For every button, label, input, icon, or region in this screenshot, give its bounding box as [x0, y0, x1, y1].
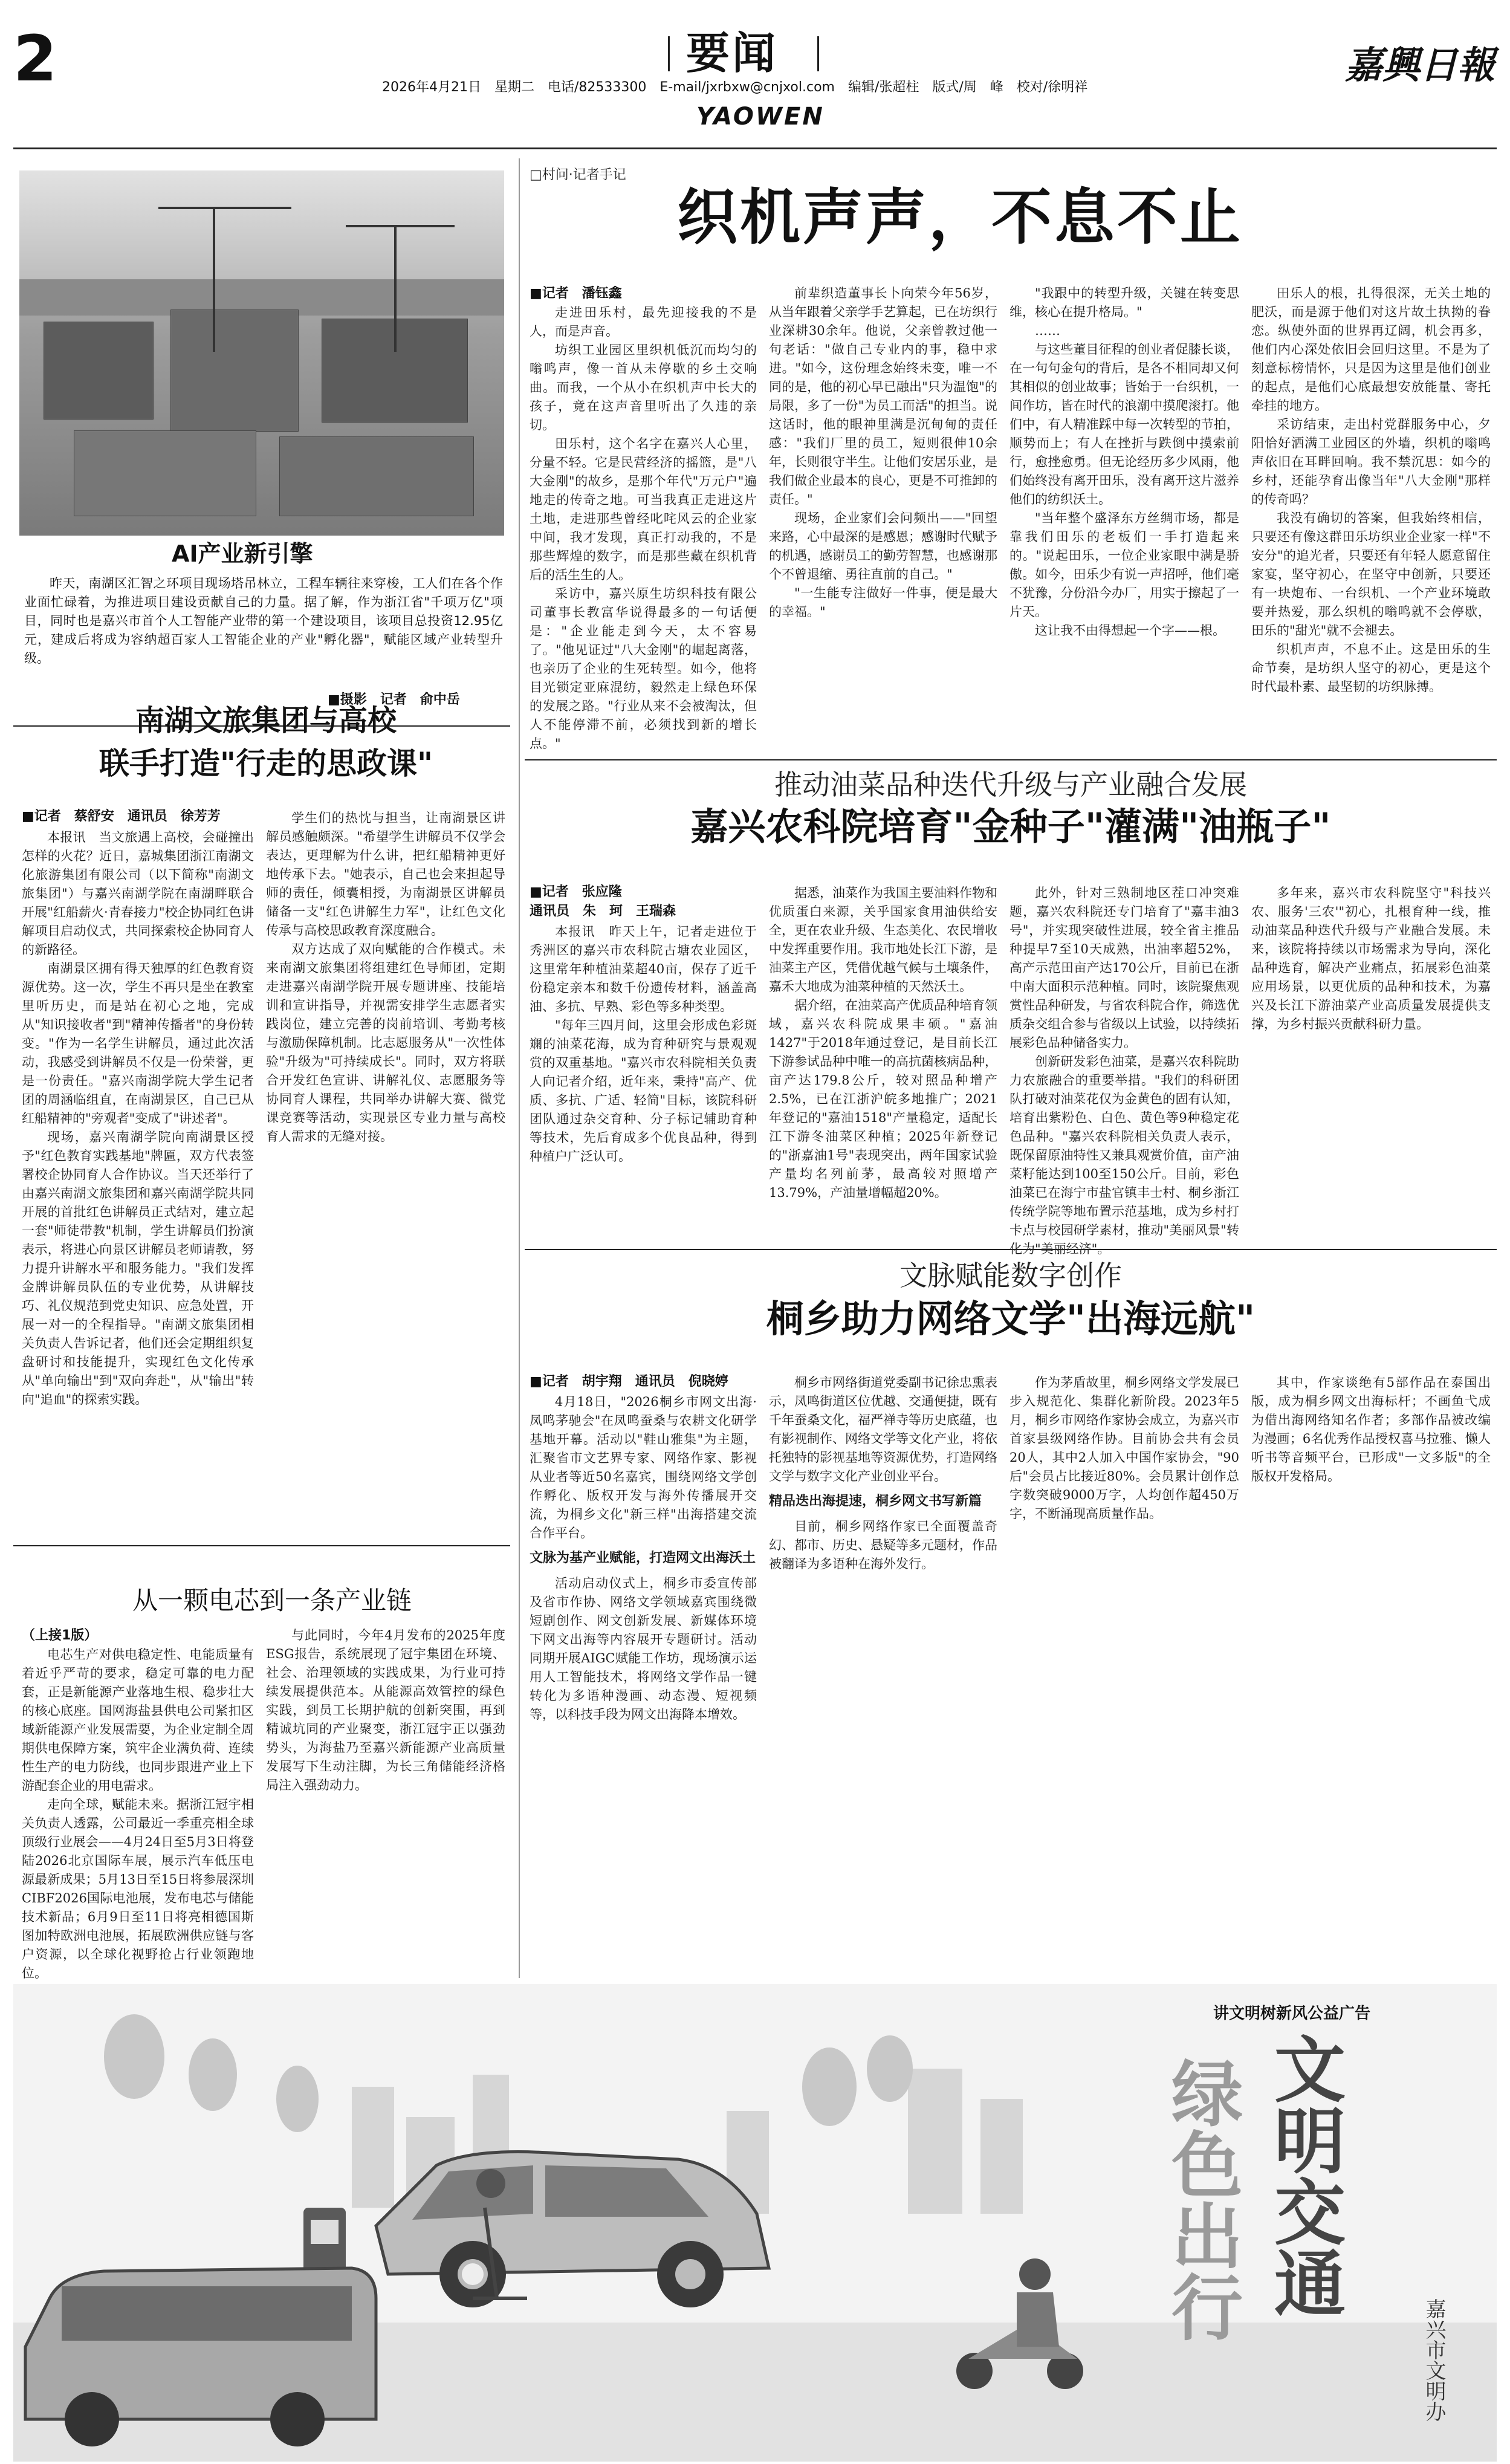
rapeseed-kicker: 推动油菜品种迭代升级与产业融合发展 [774, 768, 1247, 801]
ai-photo-title: AI产业新引擎 [172, 540, 313, 567]
weave-paragraph-3: 田乐村，这个名字在嘉兴人心里，分量不轻。它是民营经济的摇篮，是"八大金刚"的故乡，是那个年代"万元户"遍地走的传奇之地。可当我真正走进这片土地，走进那些曾经叱咤风云的企业家中间，我才发现，真正打动我的，不是那些辉煌的数字，而是那些藏在织机背后的活生生的人。 [530, 436, 757, 582]
tourism-byline: ■记者 蔡舒安 通讯员 徐芳芳 [22, 809, 221, 824]
weave-paragraph-12: 这让我不由得想起一个字——根。 [1035, 623, 1225, 638]
weave-column-2 [769, 284, 997, 751]
rapeseed-paragraph-7: 多年来，嘉兴市农科院坚守"科技兴农、服务'三农'"初心，扎根育种一线，推动油菜品种迭代升级与产业融合发展。未来，该院将持续以市场需求为导向，深化品种选育，解决产业痛点，拓展彩色油菜应用场景，以更优质的品种和技术，为嘉兴及长江下游油菜产业高质量发展提供支撑，为乡村振兴贡献科研力量。 [1251, 886, 1491, 1031]
tourism-paragraph-1: 本报讯 当文旅遇上高校，会碰撞出怎样的火花？近日，嘉城集团浙江南湖文化旅游集团有限公司（以下简称"南湖文旅集团"）与嘉兴南湖学院在南湖畔联合开展"红船薪火·青春接力"校企协同红色讲解项目启动仪式，共同探索校企协同育人的新路径。 [22, 830, 254, 957]
chip-continued: （上接1版） [22, 1628, 98, 1643]
section-divider-left [668, 36, 670, 71]
section-pinyin: YAOWEN [696, 103, 825, 131]
tourism-paragraph-3: 现场，嘉兴南湖学院向南湖景区授予"红色教育实践基地"牌匾，双方代表签署校企协同育人合作协议。当天还举行了由嘉兴南湖文旅集团和嘉兴南湖学院共同开展的首批红色讲解员正式结对，建立起一套"师徒带教"机制，学生讲解员们扮演表示，将进心向景区讲解员老师请教，努力提升讲解水平和服务能力。"我们发挥金牌讲解员队伍的专业优势，从讲解技巧、礼仪规范到党史知识、应急处置，开展一对一的全程指导。"南湖文旅集团相关负责人告诉记者，他们还会定期组织复盘研讨和技能提升，实现红色文化传承从"单向输出"到"双向奔赴"，从"输出"转向"追血"的探索实践。 [22, 1130, 254, 1407]
weave-paragraph-16: 织机声声，不息不止。这是田乐的生命节奏，是坊织人坚守的初心，更是这个时代最朴素、最坚韧的坊织脉搏。 [1251, 642, 1491, 694]
rapeseed-paragraph-4: 据介绍，在油菜高产优质品种培育领域，嘉兴农科院成果丰硕。"嘉油1427"于2018年通过登记，是目前长江下游参试品种中唯一的高抗菌核病品种，亩产达179.8公斤，较对照品种增产2.5%，已在江浙沪皖多地推广；2021年登记的"嘉油1518"产量稳定，适配长江下游冬油菜区种植；2025年新登记的"浙嘉油1号"表现突出，两年国家试验产量均名列前茅，最高较对照增产13.79%，产油量增幅超20%。 [769, 998, 997, 1200]
rapeseed-bottom-rule [525, 1249, 1497, 1250]
literature-paragraph-4: 目前，桐乡网络作家已全面覆盖奇幻、都市、历史、悬疑等多元题材，作品被翻译为多语种在海外发行。 [769, 1519, 997, 1571]
literature-byline: ■记者 胡宇翔 通讯员 倪晓婷 [530, 1374, 728, 1389]
rapeseed-column-3 [1009, 884, 1239, 1256]
chip-headline: 从一颗电芯到一条产业链 [132, 1586, 412, 1615]
weave-kicker: □村问·记者手记 [530, 167, 626, 183]
weave-paragraph-6: 现场，企业家们会问频出——"回望来路，心中最深的是感恩；感谢时代赋予的机遇，感谢员工的勤劳智慧，也感谢那个不曾退缩、勇往直前的自己。" [769, 511, 997, 582]
ad-sponsor: 嘉兴市文明办 [1422, 2298, 1446, 2422]
tourism-column-1 [22, 828, 254, 1529]
rapeseed-column-1 [530, 922, 757, 1237]
chip-paragraph-1: 电芯生产对供电稳定性、电能质量有着近乎严苛的要求，稳定可靠的电力配套，正是新能源产业落地生根、稳步壮大的核心底座。国网海盐县供电公司紧扣区域新能源产业发展需要，为企业定制全周期供电保障方案，筑牢企业满负荷、连续性生产的电力防线，也同步跟进产业上下游配套企业的用电需求。 [22, 1647, 254, 1793]
literature-paragraph-3: 桐乡市网络街道党委副书记徐忠熏表示，凤鸣街道区位优越、交通便捷，既有千年蚕桑文化，福严禅寺等历史底蕴，也有影视制作、网络文学等文化产业，将依托独特的影视基地等资源优势，打造网络文学与数字文化产业创业平台。 [769, 1375, 997, 1483]
ad-illustration [13, 1984, 1101, 2462]
weave-paragraph-13: 田乐人的根，扎得很深，无关土地的肥沃，而是源于他们对这片故土执拗的眷恋。纵使外面的世界再辽阔，机会再多，他们内心深处依旧会回归这里。不是为了刻意标榜情怀，只是因为这里是他们创业的起点，是他们心底最想安放能量、寄托牵挂的地方。 [1251, 286, 1491, 413]
literature-column-1 [530, 1393, 757, 1966]
weave-paragraph-1: 走进田乐村，最先迎接我的不是人，而是声音。 [530, 305, 757, 339]
literature-column-3 [1009, 1373, 1239, 1966]
chip-paragraph-3: 与此同时，今年4月发布的2025年度ESG报告，系统展现了冠宇集团在环境、社会、治理领域的实践成果，为行业可持续发展提供范本。从能源高效管控的绿色实践，到员工长期护航的创新突围，再到精诚坑同的产业聚变，浙江冠宇正以强劲势头，为海盐乃至嘉兴新能源产业高质量发展写下生动注脚，为长三角储能经济格局注入强劲动力。 [266, 1628, 505, 1792]
rapeseed-column-2 [769, 884, 997, 1237]
rapeseed-paragraph-3: 据悉，油菜作为我国主要油料作物和优质蛋白来源，关乎国家食用油供给安全，更在农业升级、生态美化、农民增收中发挥重要作用。我市地处长江下游，是油菜主产区，凭借优越气候与土壤条件，嘉禾大地成为油菜种植的天然沃土。 [769, 886, 997, 994]
literature-column-4 [1251, 1373, 1491, 1966]
weave-paragraph-10: 与这些董目征程的创业者促膝长谈，在一句句金句的背后，是各不相同却又何其相似的创业故事；皆始于一台织机，一间作坊，皆在时代的浪潮中摸爬滚打。他们中，有人精准踩中每一次转型的节拍，顺势而上；有人在挫折与跌倒中摸索前行，愈挫愈勇。但无论经历多少风雨，他们始终没有离开田乐，没有离开这片滋养他们的纺织沃土。 [1009, 342, 1239, 507]
ad-slogan-green-travel: 绿色出行 [1159, 2057, 1243, 2342]
tourism-bottom-rule [13, 1545, 510, 1546]
literature-paragraph-1: 4月18日，"2026桐乡市网文出海·凤鸣茅驰会"在凤鸣蚕桑与农耕文化研学基地开幕。活动以"鞋山雅集"为主题，汇聚省市文艺界专家、网络作家、影视从业者等近50名嘉宾，围绕网络文学创作孵化、版权开发与海外传播展开交流，为桐乡文化"新三样"出海搭建交流合作平台。 [530, 1395, 757, 1540]
public-ad [13, 1984, 1497, 2462]
literature-headline: 桐乡助力网络文学"出海远航" [766, 1297, 1256, 1341]
weave-paragraph-15: 我没有确切的答案，但我始终相信，只要还有像这群田乐坊织业企业家一样"不安分"的追光者，只要还有年轻人愿意留住家宴，坚守初心，在坚守中创新，只要还有一块炮布、一台织机、一个产业环境敢要并热爱，那么织机的嗡鸣就不会停歇，田乐的"甜光"就不会褪去。 [1251, 511, 1491, 638]
weave-paragraph-14: 采访结束，走出村党群服务中心，夕阳恰好洒满工业园区的外墙，织机的嗡鸣声依旧在耳畔回响。我不禁沉思：如今的乡村，还能孕育出像当年"八大金刚"那样的传奇吗？ [1251, 417, 1491, 507]
construction-photo [19, 170, 504, 536]
section-divider-right [817, 36, 819, 71]
chip-column-1 [22, 1645, 254, 1980]
weave-paragraph-9: …… [1035, 323, 1060, 338]
ai-photo-credit: ■摄影 记者 俞中岳 [328, 692, 460, 707]
weave-byline: ■记者 潘钰鑫 [530, 286, 622, 301]
ai-photo-caption: 昨天，南湖区汇智之环项目现场塔吊林立，工程车辆往来穿梭，工人们在各个作业面忙碌着，为推进项目建设贡献自己的力量。据了解，作为浙江省"千项万亿"项目，同时也是嘉兴市首个人工智能产业带的第一个建设项目，该项目总投资12.95亿元，建成后将成为容纳超百家人工智能企业的产业"孵化器"，赋能区域产业转型升级。 [24, 576, 503, 666]
tourism-column-2 [266, 809, 505, 1529]
weave-paragraph-5: 前辈织造董事长卜向荣今年56岁，从当年跟着父亲学手艺算起，已在坊织行业深耕30余年。他说，父亲曾教过他一句老话："做自己专业内的事，稳中求进。"如今，这份理念始终未变，唯一不同的是，他的初心早已融出"只为温饱"的局限，多了一份"为员工而活"的担当。说这话时，他的眼神里满是沉甸甸的责任感："我们厂里的员工，短则很伸10余年，长则很守半生。让他们安居乐业，是我们做企业最本的良心，更是不可推卸的责任。" [769, 286, 997, 507]
weave-bottom-rule [525, 759, 1497, 760]
weave-paragraph-11: "当年整个盛泽东方丝绸市场，都是靠我们田乐的老板们一手打造起来的。"说起田乐，一位企业家眼中满是骄傲。如今，田乐少有说一声招呼，他们毫不犹豫，分份沿今办厂，用实于擦起了一片天。 [1009, 511, 1239, 619]
weave-headline: 织机声声，不息不止 [677, 182, 1243, 253]
ad-label: 讲文明树新风公益广告 [1213, 2005, 1371, 2023]
rapeseed-byline-2: 通讯员 朱 珂 王瑞森 [530, 904, 676, 919]
newspaper-logo: 嘉興日報 [1345, 43, 1495, 87]
weave-paragraph-4: 采访中，嘉兴原生坊织科技有限公司董事长教富华说得最多的一句话便是："企业能走到今天，太不容易了。"他见证过"八大金刚"的崛起离落，也亲历了企业的生死转型。如今，他将目光锁定亚麻混纺，毅然走上绿色环保的发展之路。"行业从来不会被淘汰，但人不能停滞不前，必须找到新的增长点。" [530, 586, 757, 751]
rapeseed-byline-1: ■记者 张应隆 [530, 884, 622, 900]
literature-paragraph-2: 活动启动仪式上，桐乡市委宣传部及省市作协、网络文学领域嘉宾围绕微短剧创作、网文创新发展、新媒体环境下网文出海等内容展开专题研讨。活动同期开展AIGC赋能工作坊，现场演示运用人工智能技术，将网络文学作品一键转化为多语种漫画、动态漫、短视频等，以科技手段为网文出海降本增效。 [530, 1576, 757, 1722]
weave-paragraph-8: "我跟中的转型升级，关键在转变思维，核心在提升格局。" [1009, 286, 1239, 319]
rapeseed-paragraph-5: 此外，针对三熟制地区茬口冲突难题，嘉兴农科院还专门培育了"嘉丰油3号"，并实现突破性进展，较全省主推品种提早7至10天成熟，出油率超52%，高产示范田亩产达170公斤，目前已在浙中南大面积示范种植。同时，该院聚焦观赏性品种研发，与省农科院合作，筛选优质杂交组合参与省级以上试验，以持续拓展彩色品种储备实力。 [1009, 886, 1239, 1050]
weave-paragraph-2: 坊织工业园区里织机低沉而均匀的嗡鸣声，像一首从未停歇的乡土交响曲。而我，一个从小在织机声中长大的孩子，竟在这声音里听出了久违的亲切。 [530, 343, 757, 432]
main-column-divider [519, 158, 520, 1978]
literature-kicker: 文脉赋能数字创作 [899, 1259, 1122, 1292]
weave-paragraph-7: "一生能专注做好一件事，便是最大的幸福。" [769, 586, 997, 619]
page-number: 2 [13, 22, 57, 96]
ad-slogan-civilized-traffic: 文明交通 [1262, 2032, 1346, 2318]
rapeseed-paragraph-1: 本报讯 昨天上午，记者走进位于秀洲区的嘉兴市农科院古塘农业园区，这里常年种植油菜超40亩，保存了近千份稳定亲本和数千份遗传材料，涵盖高油、多抗、早熟、彩色等多种类型。 [530, 924, 757, 1014]
masthead-rule [13, 148, 1497, 149]
weave-column-1 [530, 303, 757, 751]
weave-column-4 [1251, 284, 1491, 751]
tourism-paragraph-4: 学生们的热忱与担当，让南湖景区讲解员感触颇深。"希望学生讲解员不仅学会表达，更理解为什么讲，把红船精神更好地传承下去。"她表示，自己也会来担起导师的责任，倾囊相授，为南湖景区讲解员储备一支"红色讲解生力军"，让红色文化传承与高校思政教育深度融合。 [266, 811, 505, 938]
chip-column-2 [266, 1626, 505, 1966]
literature-paragraph-6: 其中，作家谈绝有5部作品在泰国出版，成为桐乡网文出海标杆；不画鱼弋成为借出海网络知名作者；多部作品被改编为漫画；6名优秀作品授权喜马拉雅、懒人听书等音频平台，已形成"一文多版"的全版权开发格局。 [1251, 1375, 1491, 1483]
literature-paragraph-5: 作为茅盾故里，桐乡网络文学发展已步入规范化、集群化新阶段。2023年5月，桐乡市网络作家协会成立，为嘉兴市首家县级网络作协。目前协会共有会员20人，其中2人加入中国作家协会，"90后"会员占比接近80%。会员累计创作总字数突破9000万字，人均创作超450万字，不断涌现高质量作品。 [1009, 1375, 1239, 1521]
literature-subhead-2: 精品迭出海提速，桐乡网文书写新篇 [769, 1494, 982, 1509]
rapeseed-paragraph-2: "每年三四月间，这里会形成色彩斑斓的油菜花海，成为育种研究与景观观赏的双重基地。"嘉兴市农科院相关负责人向记者介绍，近年来，秉持"高产、优质、多抗、广适、轻简"目标，该院科研团队通过杂交育种、分子标记辅助育种等技术，先后育成多个优良品种，得到种植户广泛认可。 [530, 1018, 757, 1164]
masthead-meta: 2026年4月21日 星期二 电话/82533300 E-mail/jxrbxw@cnjxol.com 编辑/张超柱 版式/周 峰 校对/徐明祥 [382, 80, 1088, 95]
tourism-headline-line1: 南湖文旅集团与高校 [135, 704, 397, 738]
literature-subhead-1: 文脉为基产业赋能，打造网文出海沃土 [530, 1551, 756, 1566]
literature-column-2 [769, 1373, 997, 1966]
rapeseed-paragraph-6: 创新研发彩色油菜，是嘉兴农科院助力农旅融合的重要举措。"我们的科研团队打破对油菜花仅为金黄色的固有认知，培育出紫粉色、白色、黄色等9种稳定花色品种。"嘉兴农科院相关负责人表示，既保留原油特性又兼具观赏价值，亩产油菜籽能达到100至150公斤。目前，彩色油菜已在海宁市盐官镇丰士村、桐乡浙江传统学院等地布置示范基地，成为乡村打卡点与校园研学素材，推动"美丽风景"转化为"美丽经济"。 [1009, 1054, 1239, 1256]
tourism-paragraph-5: 双方达成了双向赋能的合作模式。未来南湖文旅集团将组建红色导师团，定期走进嘉兴南湖学院开展专题讲座、技能培训和宣讲指导，并视需安排学生志愿者实践岗位，建立完善的岗前培训、考勤考核与激励保障机制。比志愿服务从"一次性体验"升级为"可持续成长"。同时，双方将联合开发红色宣讲、讲解礼仪、志愿服务等协同育人课程，共同举办讲解大赛、微党课竞赛等活动，实现景区专业力量与高校育人需求的无缝对接。 [266, 942, 505, 1144]
tourism-headline-line2: 联手打造"行走的思政课" [99, 746, 433, 781]
rapeseed-column-4 [1251, 884, 1491, 1237]
rapeseed-headline: 嘉兴农科院培育"金种子"灌满"油瓶子" [690, 805, 1331, 849]
weave-column-3 [1009, 284, 1239, 751]
section-title: 要闻 [686, 28, 779, 79]
chip-paragraph-2: 走向全球，赋能未来。据浙江冠宇相关负责人透露，公司最近一季重亮相全球顶级行业展会——4月24日至5月3日将登陆2026北京国际车展，展示汽车低压电源最新成果；5月13日至15日将参展深圳CIBF2026国际电池展，发布电芯与储能技术新品；6月9日至11日将亮相德国斯图加特欧洲电池展，拓展欧洲供应链与客户资源，以全球化视野抢占行业领跑地位。 [22, 1797, 254, 1980]
tourism-paragraph-2: 南湖景区拥有得天独厚的红色教育资源优势。这一次，学生不再只是坐在教室里听历史，而是站在初心之地，完成从"知识接收者"到"精神传播者"的身份转变。"作为一名学生讲解员，通过此次活动，我感受到讲解员不仅是一份荣誉，更是一份责任。"嘉兴南湖学院大学生记者团的周涵临组直，在南湖景区，自己已从红船精神的"旁观者"变成了"讲述者"。 [22, 961, 254, 1126]
